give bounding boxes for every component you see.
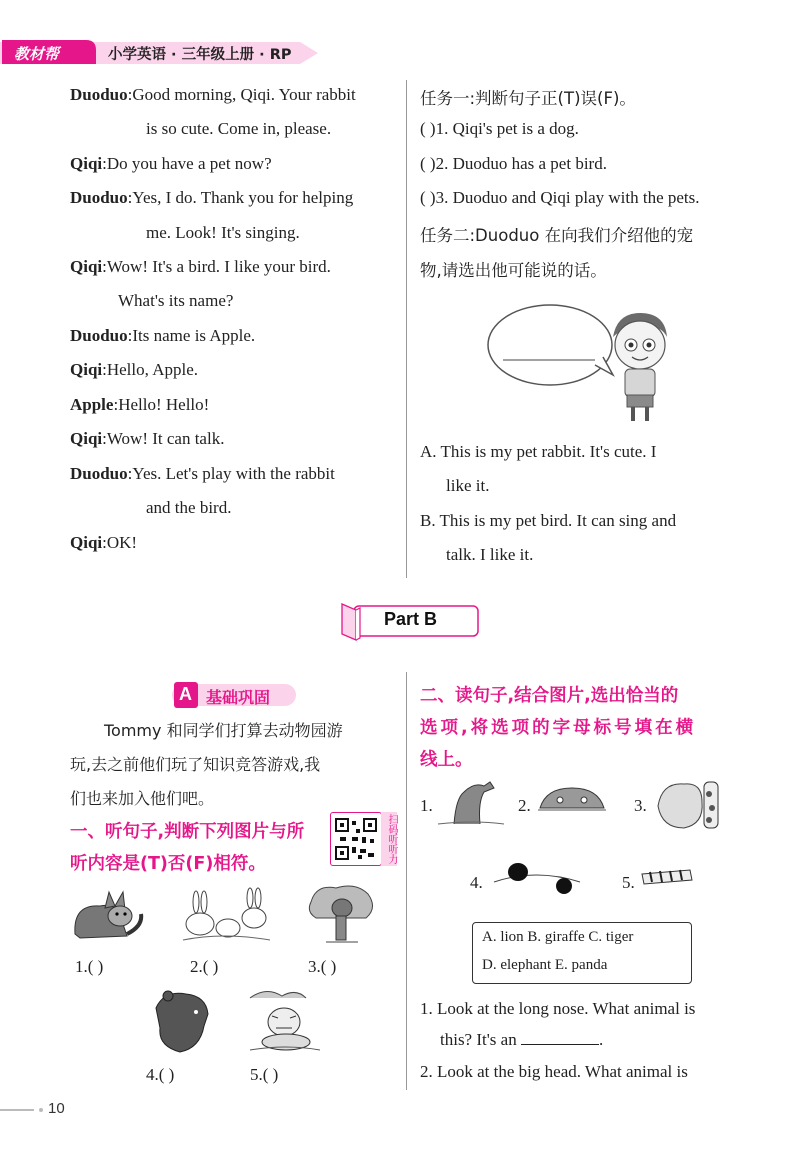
part-b-banner [338, 600, 480, 642]
dialogue-line: Duoduo:Good morning, Qiqi. Your rabbit [70, 85, 356, 104]
question-two-title: 二、读句子,结合图片,选出恰当的 [420, 686, 679, 706]
section-a-badge [172, 682, 298, 708]
dialogue-line: Qiqi:OK! [70, 533, 138, 552]
tiger-stripes-picture [640, 862, 694, 888]
section-a-intro: 玩,去之前他们玩了知识竞答游戏,我 [70, 755, 321, 774]
q1-answer[interactable]: 5.( ) [250, 1065, 279, 1084]
qr-code[interactable] [330, 812, 382, 866]
sentence-1: this? It's an . [440, 1030, 604, 1049]
panda-ears-picture [488, 852, 584, 898]
q1-answer[interactable]: 4.( ) [146, 1065, 175, 1084]
options-row: A. lion B. giraffe C. tiger [482, 929, 634, 945]
section-a-label: 基础巩固 [206, 688, 271, 707]
page-number: 10 [48, 1100, 65, 1117]
task2-option-b: B. This is my pet bird. It can sing and [420, 511, 677, 530]
q1-answer[interactable]: 2.( ) [190, 957, 219, 976]
picture-number: 1. [420, 796, 433, 815]
section-a-intro: Tommy 和同学们打算去动物园游 [104, 721, 343, 740]
task2-option-a: like it. [446, 476, 490, 495]
dialogue-line: and the bird. [146, 498, 232, 517]
task1-item: ( )1. Qiqi's pet is a dog. [420, 119, 579, 138]
options-row: D. elephant E. panda [482, 957, 608, 973]
qr-code-icon [334, 817, 378, 861]
dialogue-line: Qiqi:Do you have a pet now? [70, 154, 272, 173]
dialogue-line: Apple:Hello! Hello! [70, 395, 210, 414]
dialogue-line: What's its name? [118, 291, 234, 310]
giraffe-picture [654, 776, 724, 832]
dialogue-line: Qiqi:Wow! It can talk. [70, 429, 225, 448]
dialogue-line: Duoduo:Yes, I do. Thank you for helping [70, 188, 354, 207]
dialogue-line: me. Look! It's singing. [146, 223, 300, 242]
bear-picture [150, 986, 212, 1056]
dialogue-line: Qiqi:Wow! It's a bird. I like your bird. [70, 257, 331, 276]
task2-option-a: A. This is my pet rabbit. It's cute. I [420, 442, 657, 461]
section-a-intro: 们也来加入他们吧。 [70, 789, 215, 808]
task1-item: ( )3. Duoduo and Qiqi play with the pets. [420, 188, 700, 207]
picture-number: 5. [622, 873, 635, 892]
q1-answer[interactable]: 1.( ) [75, 957, 104, 976]
task1-title: 任务一:判断句子正(T)误(F)。 [420, 89, 636, 108]
sentence-1: 1. Look at the long nose. What animal is [420, 999, 696, 1018]
task1-item: ( )2. Duoduo has a pet bird. [420, 154, 607, 173]
task2-option-b: talk. I like it. [446, 545, 534, 564]
monkey-tree-picture [306, 882, 378, 944]
part-b-title: Part B [384, 609, 438, 629]
picture-number: 3. [634, 796, 647, 815]
header-bar [0, 38, 330, 64]
question-one-title: 一、听句子,判断下列图片与所 [70, 822, 305, 842]
footer-dot [39, 1108, 43, 1112]
dialogue-line: Duoduo:Its name is Apple. [70, 326, 256, 345]
task2-title: 物,请选出他可能说的话。 [420, 261, 607, 280]
task2-title: 任务二:Duoduo 在向我们介绍他的宠 [420, 226, 694, 245]
elephant-trunk-picture [434, 778, 506, 830]
boy-speech-illustration [485, 295, 685, 430]
qr-label: 扫码听听力 [381, 812, 397, 866]
footer-rule [0, 1109, 34, 1111]
rabbits-picture [178, 884, 273, 944]
question-two-title: 选项,将选项的字母标号填在横 [420, 718, 697, 738]
answer-blank[interactable] [521, 1030, 599, 1045]
sentence-2: 2. Look at the big head. What animal is [420, 1062, 688, 1081]
question-one-title: 听内容是(T)否(F)相符。 [70, 854, 266, 874]
tiger-picture [246, 986, 322, 1054]
section-a-letter: A [179, 684, 192, 704]
picture-number: 4. [470, 873, 483, 892]
header-badge: 教材帮 [14, 45, 60, 63]
picture-number: 2. [518, 796, 531, 815]
question-two-title: 线上。 [420, 750, 473, 770]
big-head-picture [536, 782, 608, 822]
q1-answer[interactable]: 3.( ) [308, 957, 337, 976]
column-divider [406, 80, 407, 578]
fox-picture [65, 884, 145, 944]
dialogue-line: Qiqi:Hello, Apple. [70, 360, 198, 379]
dialogue-line: is so cute. Come in, please. [146, 119, 332, 138]
dialogue-line: Duoduo:Yes. Let's play with the rabbit [70, 464, 335, 483]
header-title: 小学英语 · 三年级上册 · RP [108, 47, 292, 63]
column-divider [406, 672, 407, 1090]
